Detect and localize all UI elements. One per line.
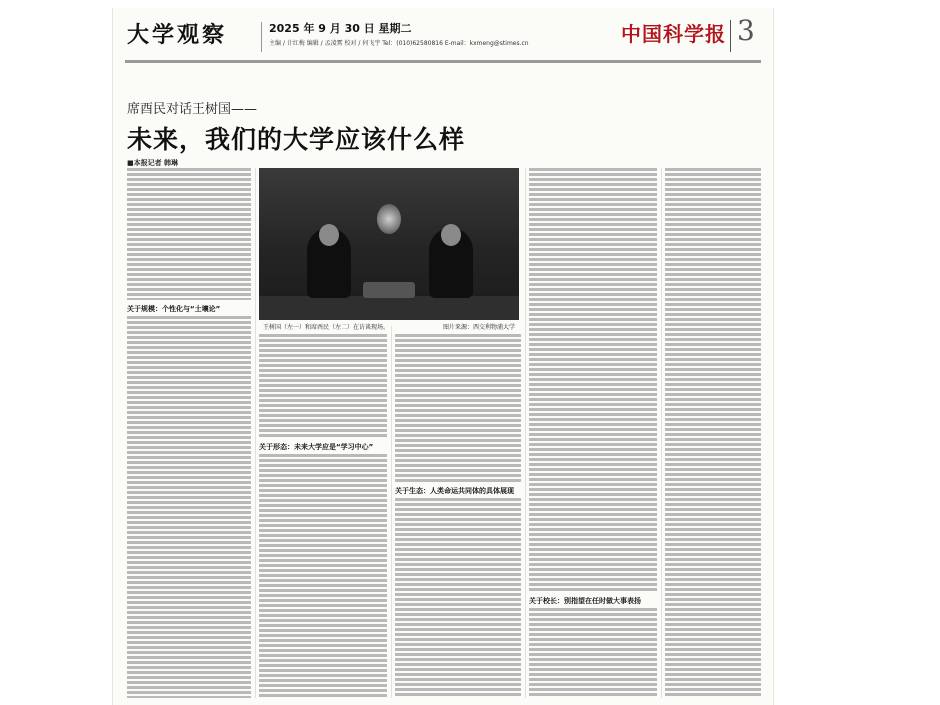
header-divider [261, 22, 262, 52]
article-byline: ■本报记者 韩琳 [127, 159, 179, 167]
newspaper-masthead: 中国科学报 [621, 22, 726, 46]
subhead-president: 关于校长：别指望在任时做大事表扬 [529, 596, 647, 606]
column-divider [525, 168, 526, 698]
article-body-column [529, 608, 657, 698]
photo-floor [259, 296, 519, 320]
subhead-ecology: 关于生态：人类命运共同体的具体展现 [395, 486, 520, 496]
photo-caption: 王树国（左一）和席酉民（左二）在访谈现场。 [263, 324, 390, 331]
article-body-column [259, 454, 387, 698]
issue-date: 2025 年 9 月 30 日 星期二 [269, 22, 412, 35]
column-divider [661, 168, 662, 698]
article-body-column [259, 334, 387, 438]
lamp-shape [377, 204, 401, 234]
page-number: 3 [737, 14, 755, 47]
side-table [363, 282, 415, 298]
subhead-scale: 关于规模：个性化与“土壤论” [127, 304, 226, 314]
staff-line: 主编 / 计红梅 编辑 / 孟凌霄 校对 / 何飞宇 Tel：(010)62580816 E-mail：kxmeng@stimes.cn [269, 40, 529, 47]
column-divider [391, 326, 392, 698]
header-rule [125, 60, 761, 63]
article-body-column [395, 334, 521, 482]
article-body-column [395, 498, 521, 698]
article-body-column [127, 168, 251, 300]
article-kicker: 席酉民对话王树国—— [127, 102, 258, 117]
person-left-head [319, 224, 339, 246]
photo-credit: 图片来源：西交利物浦大学 [443, 324, 516, 331]
newspaper-page [112, 8, 774, 705]
interview-photo [259, 168, 519, 320]
subhead-form: 关于形态：未来大学应是“学习中心” [259, 442, 379, 452]
section-title: 大学观察 [127, 22, 228, 48]
person-right-head [441, 224, 461, 246]
masthead-divider [730, 20, 731, 52]
article-headline: 未来，我们的大学应该什么样 [127, 125, 466, 154]
article-body-column [665, 168, 761, 698]
column-divider [255, 168, 256, 698]
article-body-column [529, 168, 657, 592]
article-body-column [127, 316, 251, 698]
